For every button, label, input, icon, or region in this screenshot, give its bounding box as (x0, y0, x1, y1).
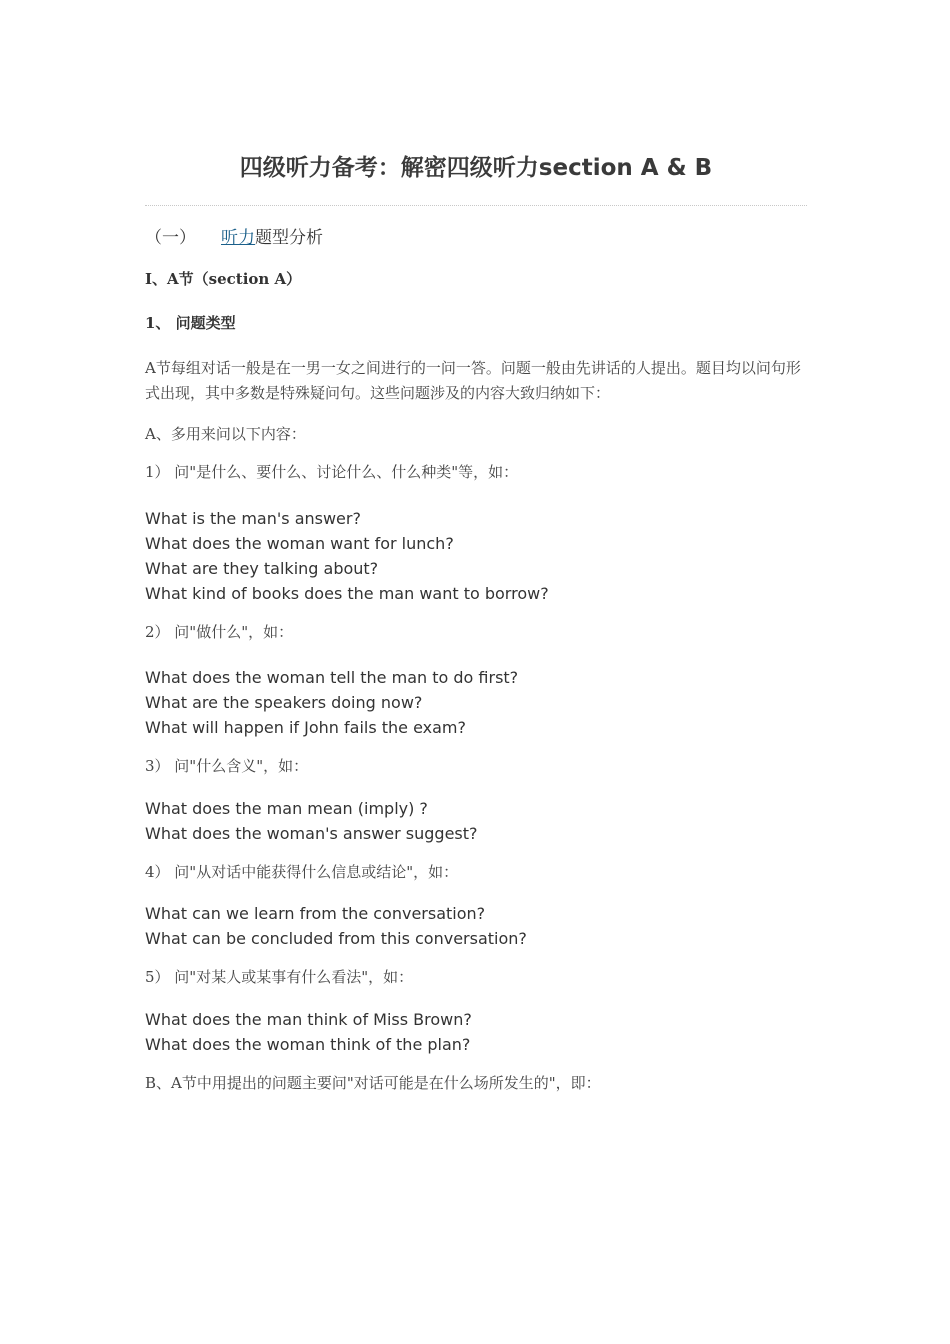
group-1-examples (145, 506, 807, 606)
group-2-examples (145, 665, 807, 740)
section-heading-1 (145, 225, 807, 251)
example-line: What will happen if John fails the exam? (145, 718, 467, 737)
example-line: What are the speakers doing now? (145, 693, 423, 712)
part-b-label: B、A节中用提出的问题主要问"对话可能是在什么场所发生的"，即： (145, 1074, 601, 1092)
example-line: What are they talking about? (145, 559, 379, 578)
group-4-label: 4） 问"从对话中能获得什么信息或结论"，如： (145, 863, 459, 881)
page-title: 四级听力备考：解密四级听力section A & B (239, 155, 713, 181)
example-line: What does the woman want for lunch? (145, 534, 454, 553)
example-line: What does the woman tell the man to do first? (145, 668, 519, 687)
example-line: What can be concluded from this conversation? (145, 929, 527, 948)
example-line: What is the man's answer? (145, 509, 361, 528)
document-page (145, 150, 807, 1093)
section-a-label: Ⅰ、A节（section A） (145, 270, 302, 288)
group-2-label: 2） 问"做什么"，如： (145, 623, 294, 641)
section-heading-text: 题型分析 (255, 228, 323, 248)
part-a-label: A、多用来问以下内容： (145, 425, 306, 443)
group-5-label: 5） 问"对某人或某事有什么看法"，如： (145, 968, 414, 986)
example-line: What does the man think of Miss Brown? (145, 1010, 472, 1029)
example-line: What does the man mean (imply) ? (145, 799, 428, 818)
group-5-examples (145, 1007, 807, 1057)
question-types-label: 1、 问题类型 (145, 314, 236, 332)
section-number: （一） (145, 228, 196, 248)
group-3-label: 3） 问"什么含义"，如： (145, 757, 309, 775)
listening-link[interactable]: 听力 (221, 228, 255, 248)
group-4-examples (145, 901, 807, 951)
example-line: What does the woman think of the plan? (145, 1035, 471, 1054)
group-3-examples (145, 796, 807, 846)
example-line: What kind of books does the man want to borrow? (145, 584, 549, 603)
group-1-label: 1） 问"是什么、要什么、讨论什么、什么种类"等，如： (145, 463, 519, 481)
example-line: What does the woman's answer suggest? (145, 824, 478, 843)
title-divider (145, 205, 807, 206)
example-line: What can we learn from the conversation? (145, 904, 486, 923)
intro-paragraph: A节每组对话一般是在一男一女之间进行的一问一答。问题一般由先讲话的人提出。题目均以问句形式出现，其中多数是特殊疑问句。这些问题涉及的内容大致归纳如下： (145, 359, 801, 402)
